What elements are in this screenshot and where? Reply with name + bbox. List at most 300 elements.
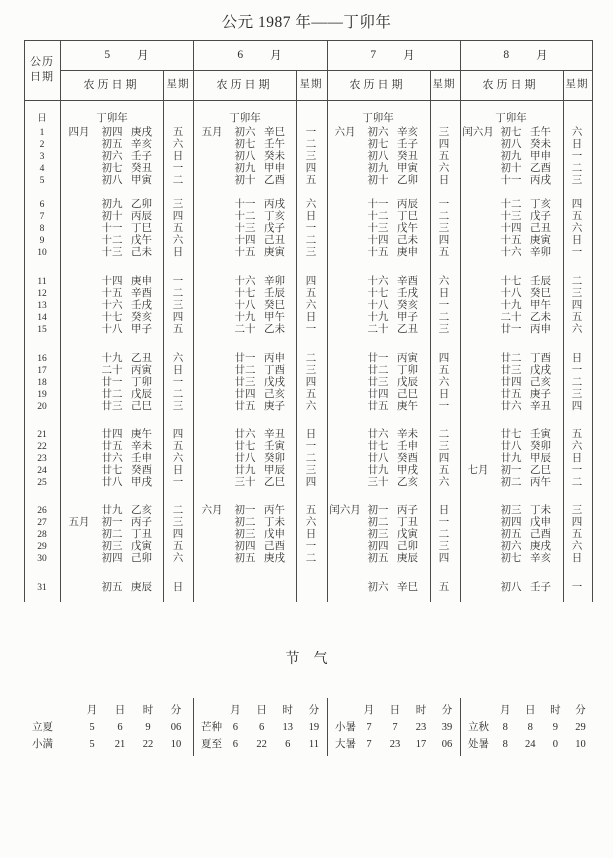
ganzhi-label: 丙子 xyxy=(131,517,152,528)
lunar-month-label xyxy=(459,541,497,553)
lunar-date: 廿九 xyxy=(367,465,389,476)
ganzhi-label: 丙午 xyxy=(530,477,551,488)
lunar-date: 廿九 xyxy=(500,453,522,464)
term-group xyxy=(24,702,193,719)
day-number: 27 xyxy=(37,518,47,528)
ganzhi-label: 甲寅 xyxy=(397,163,418,174)
ganzhi-label: 辛卯 xyxy=(264,276,285,287)
lunar-month-label xyxy=(60,151,98,163)
lunar-month-label: 五月 xyxy=(201,127,223,138)
ganzhi-label: 乙巳 xyxy=(264,477,285,488)
term-hour: 6 xyxy=(285,739,291,750)
lunar-month-label xyxy=(193,300,231,312)
ganzhi-label: 癸亥 xyxy=(131,312,152,323)
lunar-cell xyxy=(193,389,296,401)
month-unit: 月 xyxy=(536,50,548,62)
ganzhi-label: 壬子 xyxy=(131,151,152,162)
lunar-cell xyxy=(193,453,296,465)
lunar-cell xyxy=(326,529,429,541)
day-row xyxy=(24,505,592,517)
lunar-month-label xyxy=(459,223,497,235)
ganzhi-label: 丙申 xyxy=(264,353,285,364)
lunar-date: 初五 xyxy=(367,553,389,564)
ganzhi-label: 己亥 xyxy=(264,389,285,400)
day-row xyxy=(24,223,592,235)
lunar-month-label xyxy=(60,211,98,223)
lunar-month-label xyxy=(326,377,364,389)
ganzhi-label: 己丑 xyxy=(264,235,285,246)
ganzhi-label: 辛丑 xyxy=(530,401,551,412)
weekday: 五 xyxy=(172,441,184,452)
lunar-date: 十四 xyxy=(101,276,123,287)
lunar-date: 廿三 xyxy=(234,377,256,388)
lunar-month-label xyxy=(326,453,364,465)
weekday: 一 xyxy=(305,541,317,552)
ganzhi-label: 乙卯 xyxy=(131,199,152,210)
ganzhi-label: 己未 xyxy=(397,235,418,246)
lunar-month-label xyxy=(193,453,231,465)
lunar-month-label xyxy=(459,553,497,565)
term-col-header: 分 xyxy=(170,705,182,716)
day-row xyxy=(24,429,592,441)
lunar-cell xyxy=(326,163,429,175)
day-row xyxy=(24,288,592,300)
weekday: 日 xyxy=(172,365,184,376)
lunar-month-label xyxy=(326,441,364,453)
weekday: 五 xyxy=(571,211,583,222)
ganzhi-label: 辛酉 xyxy=(397,276,418,287)
corner-label-bottom: 日期 xyxy=(30,71,54,83)
ganzhi-label: 丙寅 xyxy=(397,353,418,364)
weekday: 六 xyxy=(571,324,583,335)
month-header xyxy=(193,40,326,70)
ganzhi-label: 庚辰 xyxy=(131,582,152,593)
ganzhi-label: 己卯 xyxy=(131,553,152,564)
day-row xyxy=(24,353,592,365)
lunar-month-label xyxy=(193,288,231,300)
lunar-cell xyxy=(193,199,296,211)
lunar-month-label xyxy=(459,175,497,187)
lunar-date: 初一 xyxy=(101,517,123,528)
term-group xyxy=(24,719,193,736)
ganzhi-label xyxy=(259,582,290,594)
ganzhi-label: 丁卯 xyxy=(131,377,152,388)
term-hour: 17 xyxy=(415,739,427,750)
gregorian-date-corner xyxy=(24,40,60,100)
ganzhi-label: 乙未 xyxy=(264,324,285,335)
term-day: 7 xyxy=(392,722,398,733)
term-day: 6 xyxy=(258,722,265,733)
lunar-date: 十七 xyxy=(367,288,389,299)
term-hour: 0 xyxy=(552,739,558,750)
lunar-cell xyxy=(193,324,296,336)
lunar-date: 十四 xyxy=(367,235,389,246)
lunar-month-label xyxy=(459,377,497,389)
lunar-cell xyxy=(326,465,429,477)
term-name: 大暑 xyxy=(335,739,356,750)
weekday: 三 xyxy=(438,541,450,552)
ganzhi-label: 己卯 xyxy=(397,541,418,552)
weekday-cell xyxy=(163,113,193,125)
lunar-cell xyxy=(459,377,562,389)
lunar-cell xyxy=(193,365,296,377)
ganzhi-label: 戊辰 xyxy=(131,389,152,400)
ganzhi-label: 壬午 xyxy=(530,127,551,138)
term-name: 小暑 xyxy=(335,722,356,733)
lunar-month-label xyxy=(60,505,98,517)
lunar-cell xyxy=(459,300,562,312)
weekday: 日 xyxy=(571,139,583,150)
lunar-cell xyxy=(459,541,562,553)
lunar-cell xyxy=(193,235,296,247)
lunar-date: 廿五 xyxy=(500,389,522,400)
lunar-cell xyxy=(326,199,429,211)
lunar-date: 初三 xyxy=(500,505,522,516)
month-group-7 xyxy=(326,40,459,100)
lunar-cell xyxy=(459,582,562,594)
lunar-date: 十三 xyxy=(234,223,256,234)
weekday: 四 xyxy=(571,300,583,311)
ganzhi-label: 己亥 xyxy=(530,377,551,388)
ganzhi-label: 己酉 xyxy=(264,541,285,552)
lunar-month-label xyxy=(193,529,231,541)
day-number: 16 xyxy=(37,354,47,364)
lunar-cell xyxy=(326,401,429,413)
weekday: 三 xyxy=(571,389,583,400)
lunar-month-label xyxy=(60,324,98,336)
lunar-date: 十五 xyxy=(234,247,256,258)
lunar-month-label xyxy=(459,389,497,401)
term-col-header: 日 xyxy=(525,705,536,716)
lunar-month-label xyxy=(326,235,364,247)
lunar-month-label xyxy=(459,365,497,377)
lunar-month-label xyxy=(326,541,364,553)
term-name-spacer xyxy=(24,702,78,719)
lunar-month-label xyxy=(193,541,231,553)
ganzhi-label: 癸未 xyxy=(530,139,551,150)
lunar-cell xyxy=(459,465,562,477)
ganzhi-label: 己巳 xyxy=(131,401,152,412)
lunar-month-label xyxy=(459,505,497,517)
lunar-date: 十五 xyxy=(367,247,389,258)
term-minute: 29 xyxy=(575,722,586,733)
term-name: 处暑 xyxy=(468,739,489,750)
day-number: 12 xyxy=(37,289,47,299)
ganzhi-label: 戊子 xyxy=(530,211,551,222)
lunar-cell xyxy=(326,235,429,247)
lunar-date: 初七 xyxy=(500,127,522,138)
lunar-month-label xyxy=(459,529,497,541)
ganzhi-label: 甲午 xyxy=(264,312,285,323)
weekday: 三 xyxy=(305,365,317,376)
lunar-date: 二十 xyxy=(367,324,389,335)
term-col-header: 时 xyxy=(282,705,293,716)
term-month: 5 xyxy=(89,722,95,733)
term-hour: 13 xyxy=(282,722,293,733)
weekday: 五 xyxy=(172,541,184,552)
weekday-cell xyxy=(429,113,459,125)
lunar-cell xyxy=(193,377,296,389)
lunar-cell xyxy=(193,151,296,163)
term-group xyxy=(327,702,460,719)
term-name: 小满 xyxy=(32,739,53,750)
ganzhi-label: 丙午 xyxy=(264,505,285,516)
term-group xyxy=(24,736,193,753)
lunar-date: 廿六 xyxy=(500,401,522,412)
lunar-date: 廿二 xyxy=(500,353,522,364)
ganzhi-label: 乙卯 xyxy=(397,175,418,186)
weekday: 六 xyxy=(438,377,450,388)
lunar-month-label xyxy=(326,223,364,235)
lunar-month-label xyxy=(326,199,364,211)
lunar-date: 初九 xyxy=(234,163,256,174)
day-number: 30 xyxy=(37,554,47,564)
day-number: 26 xyxy=(37,506,47,516)
lunar-cell xyxy=(326,541,429,553)
weekday: 二 xyxy=(172,175,184,186)
ganzhi-label: 己巳 xyxy=(397,389,418,400)
weekday: 日 xyxy=(438,389,450,400)
term-col-header: 日 xyxy=(114,705,126,716)
term-day: 24 xyxy=(525,739,536,750)
lunar-date: 初七 xyxy=(500,553,522,564)
lunar-date: 廿三 xyxy=(101,401,123,412)
lunar-date: 初四 xyxy=(101,127,123,138)
corner-label-top: 公历 xyxy=(30,56,54,68)
ganzhi-label: 壬寅 xyxy=(264,441,285,452)
lunar-cell xyxy=(60,163,163,175)
ganzhi-label: 壬子 xyxy=(530,582,551,593)
lunar-date: 廿八 xyxy=(234,453,256,464)
ganzhi-label: 癸未 xyxy=(264,151,285,162)
term-col-header: 月 xyxy=(363,705,375,716)
lunar-cell xyxy=(193,127,296,139)
weekday: 六 xyxy=(172,453,184,464)
lunar-month-label xyxy=(326,139,364,151)
lunar-month-label xyxy=(193,324,231,336)
lunar-date: 廿六 xyxy=(234,429,256,440)
lunar-month-label xyxy=(326,465,364,477)
lunar-date: 二十 xyxy=(500,312,522,323)
weekday: 二 xyxy=(172,288,184,299)
weekday: 二 xyxy=(571,377,583,388)
weekday: 六 xyxy=(438,477,450,488)
calendar-body xyxy=(24,100,592,594)
ganzhi-label: 乙丑 xyxy=(131,353,152,364)
weekday: 五 xyxy=(438,247,450,258)
lunar-month-label xyxy=(193,401,231,413)
lunar-month-label xyxy=(459,300,497,312)
lunar-date: 十三 xyxy=(500,211,522,222)
month-header xyxy=(459,40,592,70)
ganzhi-label: 乙酉 xyxy=(264,175,285,186)
weekday: 二 xyxy=(305,235,317,246)
weekday: 四 xyxy=(571,199,583,210)
ganzhi-label: 丁巳 xyxy=(131,223,152,234)
ganzhi-label: 壬子 xyxy=(397,139,418,150)
weekday: 三 xyxy=(305,247,317,258)
ganzhi-label: 庚戌 xyxy=(530,541,551,552)
ganzhi-label: 甲子 xyxy=(131,324,152,335)
lunar-month-label: 四月 xyxy=(68,127,90,138)
lunar-cell xyxy=(193,465,296,477)
term-group xyxy=(193,702,327,719)
day-row xyxy=(24,553,592,565)
lunar-date: 十七 xyxy=(101,312,123,323)
day-row xyxy=(24,401,592,413)
month-group-8 xyxy=(459,40,592,100)
lunar-cell xyxy=(193,553,296,565)
lunar-date: 初九 xyxy=(101,199,123,210)
lunar-cell xyxy=(459,324,562,336)
ganzhi-label: 戊午 xyxy=(397,223,418,234)
weekday: 四 xyxy=(305,477,317,488)
weekday: 四 xyxy=(438,353,450,364)
lunar-month-label xyxy=(60,401,98,413)
lunar-month-label xyxy=(459,211,497,223)
lunar-date: 十八 xyxy=(101,324,123,335)
day-row xyxy=(24,175,592,187)
lunar-date: 十八 xyxy=(500,288,522,299)
weekday: 六 xyxy=(172,353,184,364)
lunar-cell xyxy=(60,235,163,247)
lunar-date: 廿七 xyxy=(101,465,123,476)
ganzhi-label: 甲寅 xyxy=(131,175,152,186)
term-col-header: 月 xyxy=(86,705,98,716)
lunar-cell xyxy=(60,465,163,477)
weekday: 日 xyxy=(438,505,450,516)
lunar-cell xyxy=(193,276,296,288)
ganzhi-label: 壬辰 xyxy=(530,276,551,287)
lunar-cell xyxy=(326,365,429,377)
weekday: 四 xyxy=(305,163,317,174)
month-header xyxy=(326,40,459,70)
lunar-date: 十六 xyxy=(367,276,389,287)
lunar-date: 廿二 xyxy=(101,389,123,400)
lunar-cell xyxy=(60,139,163,151)
lunar-cell xyxy=(60,247,163,259)
lunar-cell xyxy=(60,505,163,517)
lunar-date: 廿一 xyxy=(500,324,522,335)
lunar-date: 十五 xyxy=(500,235,522,246)
term-col-header: 月 xyxy=(499,705,511,716)
lunar-cell xyxy=(60,175,163,187)
term-minute: 11 xyxy=(308,739,319,750)
weekday: 二 xyxy=(438,312,450,323)
weekday: 二 xyxy=(172,505,184,516)
month-subheader xyxy=(459,70,592,100)
lunar-date: 初七 xyxy=(101,163,123,174)
lunar-date: 十六 xyxy=(234,276,256,287)
ganzhi-label: 甲子 xyxy=(397,312,418,323)
lunar-date: 十四 xyxy=(234,235,256,246)
weekday: 五 xyxy=(305,389,317,400)
term-day: 23 xyxy=(389,739,401,750)
term-hour: 23 xyxy=(415,722,427,733)
lunar-cell xyxy=(459,211,562,223)
lunar-date-header: 农历日期 xyxy=(349,79,406,91)
month-unit: 月 xyxy=(137,50,149,62)
year-label: 丁卯年 xyxy=(495,113,527,124)
lunar-cell xyxy=(326,477,429,489)
ganzhi-label: 辛亥 xyxy=(397,127,418,138)
lunar-month-label xyxy=(193,465,231,477)
lunar-month-label xyxy=(60,541,98,553)
day-row xyxy=(24,389,592,401)
ganzhi-label: 庚申 xyxy=(397,247,418,258)
lunar-date: 廿九 xyxy=(234,465,256,476)
lunar-cell xyxy=(60,477,163,489)
lunar-month-label xyxy=(193,582,231,594)
lunar-month-label xyxy=(193,211,231,223)
lunar-date: 初八 xyxy=(367,151,389,162)
weekday: 五 xyxy=(305,505,317,516)
weekday: 五 xyxy=(571,312,583,323)
lunar-cell xyxy=(60,300,163,312)
day-column-header: 日 xyxy=(37,114,47,124)
lunar-month-label: 闰六月 xyxy=(329,505,361,516)
lunar-month-label xyxy=(60,353,98,365)
ganzhi-label: 戊午 xyxy=(131,235,152,246)
term-month: 5 xyxy=(89,739,95,750)
month-number: 5 xyxy=(104,49,111,61)
lunar-date: 十一 xyxy=(500,175,522,186)
weekday: 一 xyxy=(438,401,450,412)
lunar-date: 初八 xyxy=(234,151,256,162)
term-col-header: 日 xyxy=(389,705,401,716)
weekday: 二 xyxy=(571,477,583,488)
lunar-cell xyxy=(459,223,562,235)
ganzhi-label: 丁丑 xyxy=(131,529,152,540)
weekday-header: 星期 xyxy=(166,79,190,90)
term-col-header: 分 xyxy=(308,705,320,716)
term-day: 22 xyxy=(256,739,267,750)
lunar-month-label xyxy=(459,312,497,324)
day-number: 21 xyxy=(37,430,47,440)
lunar-date-header: 农历日期 xyxy=(216,79,273,91)
weekday: 三 xyxy=(438,441,450,452)
weekday: 四 xyxy=(172,529,184,540)
term-group xyxy=(460,736,593,753)
ganzhi-label: 戊辰 xyxy=(397,377,418,388)
lunar-cell xyxy=(459,453,562,465)
lunar-cell xyxy=(326,582,429,594)
lunar-cell xyxy=(193,312,296,324)
weekday: 日 xyxy=(172,247,184,258)
lunar-cell xyxy=(459,477,562,489)
weekday: 四 xyxy=(438,235,450,246)
solar-terms-table xyxy=(24,702,593,753)
lunar-month-label xyxy=(60,199,98,211)
lunar-date: 初八 xyxy=(500,139,522,150)
day-row xyxy=(24,582,592,594)
weekday: 五 xyxy=(172,324,184,335)
lunar-date: 廿七 xyxy=(500,429,522,440)
calendar-header xyxy=(24,40,592,100)
lunar-month-label xyxy=(326,582,364,594)
lunar-cell xyxy=(459,353,562,365)
ganzhi-label: 丙子 xyxy=(397,505,418,516)
lunar-month-label xyxy=(193,223,231,235)
lunar-cell xyxy=(60,517,163,529)
lunar-month-label xyxy=(459,235,497,247)
lunar-cell xyxy=(193,529,296,541)
ganzhi-label: 丙寅 xyxy=(131,365,152,376)
lunar-cell xyxy=(459,235,562,247)
day-row xyxy=(24,453,592,465)
lunar-cell xyxy=(459,199,562,211)
lunar-cell xyxy=(459,505,562,517)
